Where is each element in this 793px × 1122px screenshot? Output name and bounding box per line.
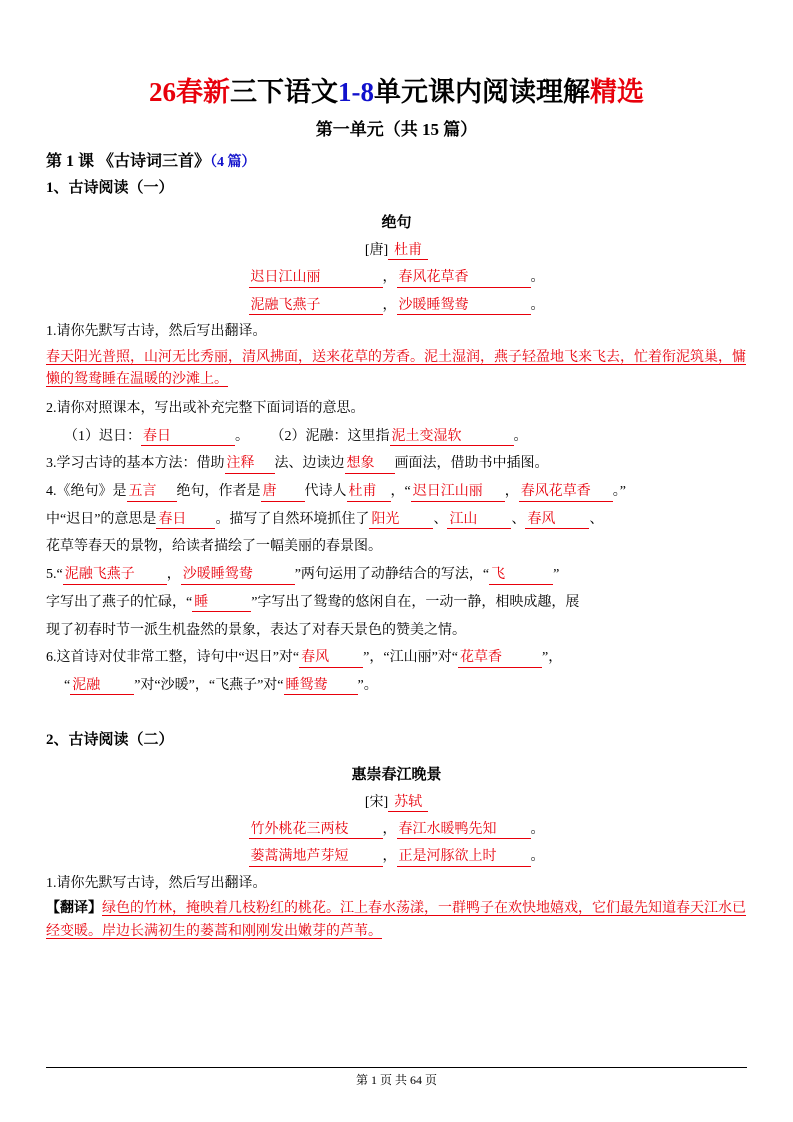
section2-question-1: 1.请你先默写古诗，然后写出翻译。 — [46, 875, 267, 891]
title-part-1: 26春新 — [149, 77, 230, 107]
section1-q6-m2: ”， — [542, 650, 563, 666]
section1-q3-post: 画面法，借助书中插图。 — [394, 456, 549, 472]
section1-poem-author-line — [46, 239, 747, 260]
section1-line1a-blank[interactable]: 迟日江山丽 — [249, 269, 383, 288]
section1-question-5 — [46, 564, 747, 586]
section1-q6-l2-pre: “ — [64, 677, 71, 693]
section1-q5-m1: ， — [166, 567, 181, 583]
section2-poem-author-line — [46, 791, 747, 812]
section1-q2-1-label: （1）迟日： — [64, 428, 141, 444]
section1-q2-2-label: （2）泥融：这里指 — [270, 428, 390, 444]
section1-q5-blank-1[interactable]: 泥融飞燕子 — [63, 566, 167, 585]
section1-q4-m2: 代诗人 — [304, 484, 347, 500]
unit-heading: 第一单元（共 15 篇） — [315, 120, 478, 139]
section-gap — [46, 697, 747, 723]
section1-q4-m5: 。” — [612, 484, 626, 500]
section2-dynasty: [宋] — [364, 794, 389, 810]
section1-question-5-line3: 现了初春时节一派生机盎然的景象，表达了对春天景色的赞美之情。 — [46, 622, 466, 638]
section1-author-blank[interactable]: 杜甫 — [388, 239, 428, 260]
section1-question-6 — [46, 647, 747, 669]
section1-q5-blank-3[interactable]: 飞 — [489, 566, 553, 585]
section1-q3-mid: 法、边读边 — [274, 456, 345, 472]
section1-q4-blank-4[interactable]: 迟日江山丽 — [411, 483, 505, 502]
title-part-5: 精选 — [590, 77, 644, 107]
section1-q3-blank-1[interactable]: 注释 — [225, 455, 275, 474]
section2-heading: 2、古诗阅读（二） — [46, 731, 174, 748]
section1-q4-m4: ， — [504, 484, 519, 500]
section1-question-1: 1.请你先默写古诗，然后写出翻译。 — [46, 324, 267, 339]
section1-q4-sep3: 、 — [589, 511, 604, 527]
section2-line2b-blank[interactable]: 正是河豚欲上时 — [397, 848, 531, 867]
section2-line2a-blank[interactable]: 蒌蒿满地芦芽短 — [249, 848, 383, 867]
section1-dynasty: [唐] — [364, 243, 389, 258]
page-footer: 第 1 页 共 64 页 — [355, 1073, 437, 1087]
section1-question-3 — [46, 453, 747, 475]
section1-q5-blank-2[interactable]: 沙暖睡鸳鸯 — [181, 566, 295, 585]
section1-q4-m3: ，“ — [390, 484, 411, 500]
section1-question-4-line2 — [46, 509, 747, 531]
section1-q6-m1: ”，“江山丽”对“ — [363, 650, 458, 666]
section1-q3-pre: 3.学习古诗的基本方法：借助 — [46, 456, 225, 472]
section1-line2b-blank[interactable]: 沙暖睡鸳鸯 — [397, 297, 531, 316]
section1-q5-pre: 5.“ — [46, 567, 63, 583]
section1-q6-l2-m1: ”对“沙暖”，“飞燕子”对“ — [134, 677, 284, 693]
lesson-count: （4 篇） — [210, 155, 256, 170]
section1-q4-pre: 4.《绝句》是 — [46, 484, 127, 500]
section1-question-1-answer[interactable]: 春天阳光普照，山河无比秀丽，清风拂面，送来花草的芳香。泥土湿润，燕子轻盈地飞来飞去，忙着衔泥筑巢，慵懒的鸳鸯睡在温暖的沙滩上。 — [46, 349, 746, 388]
section1-q6-blank-3[interactable]: 泥融 — [70, 677, 134, 696]
section1-q4-blank-3[interactable]: 杜甫 — [347, 483, 391, 502]
section1-q4-blank-6[interactable]: 春日 — [156, 511, 215, 530]
section1-line1b-blank[interactable]: 春风花草香 — [397, 269, 531, 288]
section2-poem-line-2: 蒌蒿满地芦芽短 ， 正是河豚欲上时 。 — [46, 845, 747, 867]
section1-line2a-blank[interactable]: 泥融飞燕子 — [249, 297, 383, 316]
section2-translation — [46, 898, 747, 943]
section1-question-2-answers: （1）迟日： 春日 。 （2）泥融：这里指 泥土变湿软 。 — [46, 426, 747, 448]
title-part-3: 1-8 — [338, 77, 374, 107]
lesson-heading-text: 第 1 课 《古诗词三首》 — [46, 153, 211, 170]
section1-poem-title: 绝句 — [381, 215, 412, 231]
section1-q4-blank-9[interactable]: 春风 — [525, 511, 589, 530]
section1-q4-sep1: 、 — [433, 511, 448, 527]
section2-translation-label: 【翻译】 — [46, 901, 102, 917]
section1-poem-line-1: 迟日江山丽 ， 春风花草香 。 — [46, 266, 747, 288]
section1-q4-l2-mid: 。描写了自然环境抓住了 — [215, 511, 370, 527]
section1-q4-blank-5[interactable]: 春风花草香 — [519, 483, 613, 502]
section1-q2-1-blank[interactable]: 春日 — [141, 428, 235, 447]
section2-line1b-blank[interactable]: 春江水暖鸭先知 — [397, 821, 531, 840]
section1-q4-blank-8[interactable]: 江山 — [447, 511, 511, 530]
section1-question-5-line2 — [46, 592, 747, 614]
section1-question-4 — [46, 481, 747, 503]
section1-q2-2-blank[interactable]: 泥土变湿软 — [390, 428, 514, 447]
title-part-2: 三下语文 — [230, 77, 338, 107]
section1-q5-l2-pre: 字写出了燕子的忙碌，“ — [46, 594, 193, 610]
section1-q4-blank-7[interactable]: 阳光 — [369, 511, 433, 530]
section1-question-2: 2.请你对照课本，写出或补充完整下面词语的意思。 — [46, 401, 365, 417]
section1-heading: 1、古诗阅读（一） — [46, 180, 174, 196]
section1-q6-blank-1[interactable]: 春风 — [299, 649, 363, 668]
section1-q6-pre: 6.这首诗对仗非常工整，诗句中“迟日”对“ — [46, 650, 300, 666]
section1-q4-blank-1[interactable]: 五言 — [127, 483, 177, 502]
section1-q6-l2-m2: ”。 — [357, 677, 378, 693]
section2-poem-title: 惠崇春江晚景 — [351, 766, 442, 783]
section1-q3-blank-2[interactable]: 想象 — [345, 455, 395, 474]
section1-q6-blank-2[interactable]: 花草香 — [458, 649, 542, 668]
page-title — [46, 70, 747, 109]
section1-question-6-line2 — [46, 675, 747, 697]
section1-q4-l2-pre: 中“迟日”的意思是 — [46, 511, 157, 527]
footer-divider — [46, 1067, 747, 1068]
section2-author-blank[interactable]: 苏轼 — [388, 791, 428, 812]
section2-poem-line-1: 竹外桃花三两枝 ， 春江水暖鸭先知 。 — [46, 818, 747, 840]
section1-question-4-line3: 花草等春天的景物，给读者描绘了一幅美丽的春景图。 — [46, 539, 382, 555]
section1-q6-blank-4[interactable]: 睡鸳鸯 — [284, 677, 358, 696]
lesson-heading — [46, 148, 747, 171]
section1-q5-m3: ” — [553, 567, 560, 583]
section1-q5-blank-4[interactable]: 睡 — [192, 594, 251, 613]
section1-q4-sep2: 、 — [511, 511, 526, 527]
section1-q5-l2-post: ”字写出了鸳鸯的悠闲自在，一动一静，相映成趣，展 — [251, 594, 580, 610]
section1-q4-m1: 绝句，作者是 — [176, 484, 261, 500]
section1-q4-blank-2[interactable]: 唐 — [261, 483, 305, 502]
section2-translation-text[interactable]: 绿色的竹林，掩映着几枝粉红的桃花。江上春水荡漾，一群鸭子在欢快地嬉戏，它们最先知道春天江水已经变暖。岸边长满初生的蒌蒿和刚刚发出嫩芽的芦苇。 — [46, 901, 746, 939]
section2-line1a-blank[interactable]: 竹外桃花三两枝 — [249, 821, 383, 840]
section1-poem-line-2: 泥融飞燕子 ， 沙暖睡鸳鸯 。 — [46, 294, 747, 316]
title-part-4: 单元课内阅读理解 — [374, 77, 590, 107]
section1-q5-m2: ”两句运用了动静结合的写法，“ — [294, 567, 490, 583]
